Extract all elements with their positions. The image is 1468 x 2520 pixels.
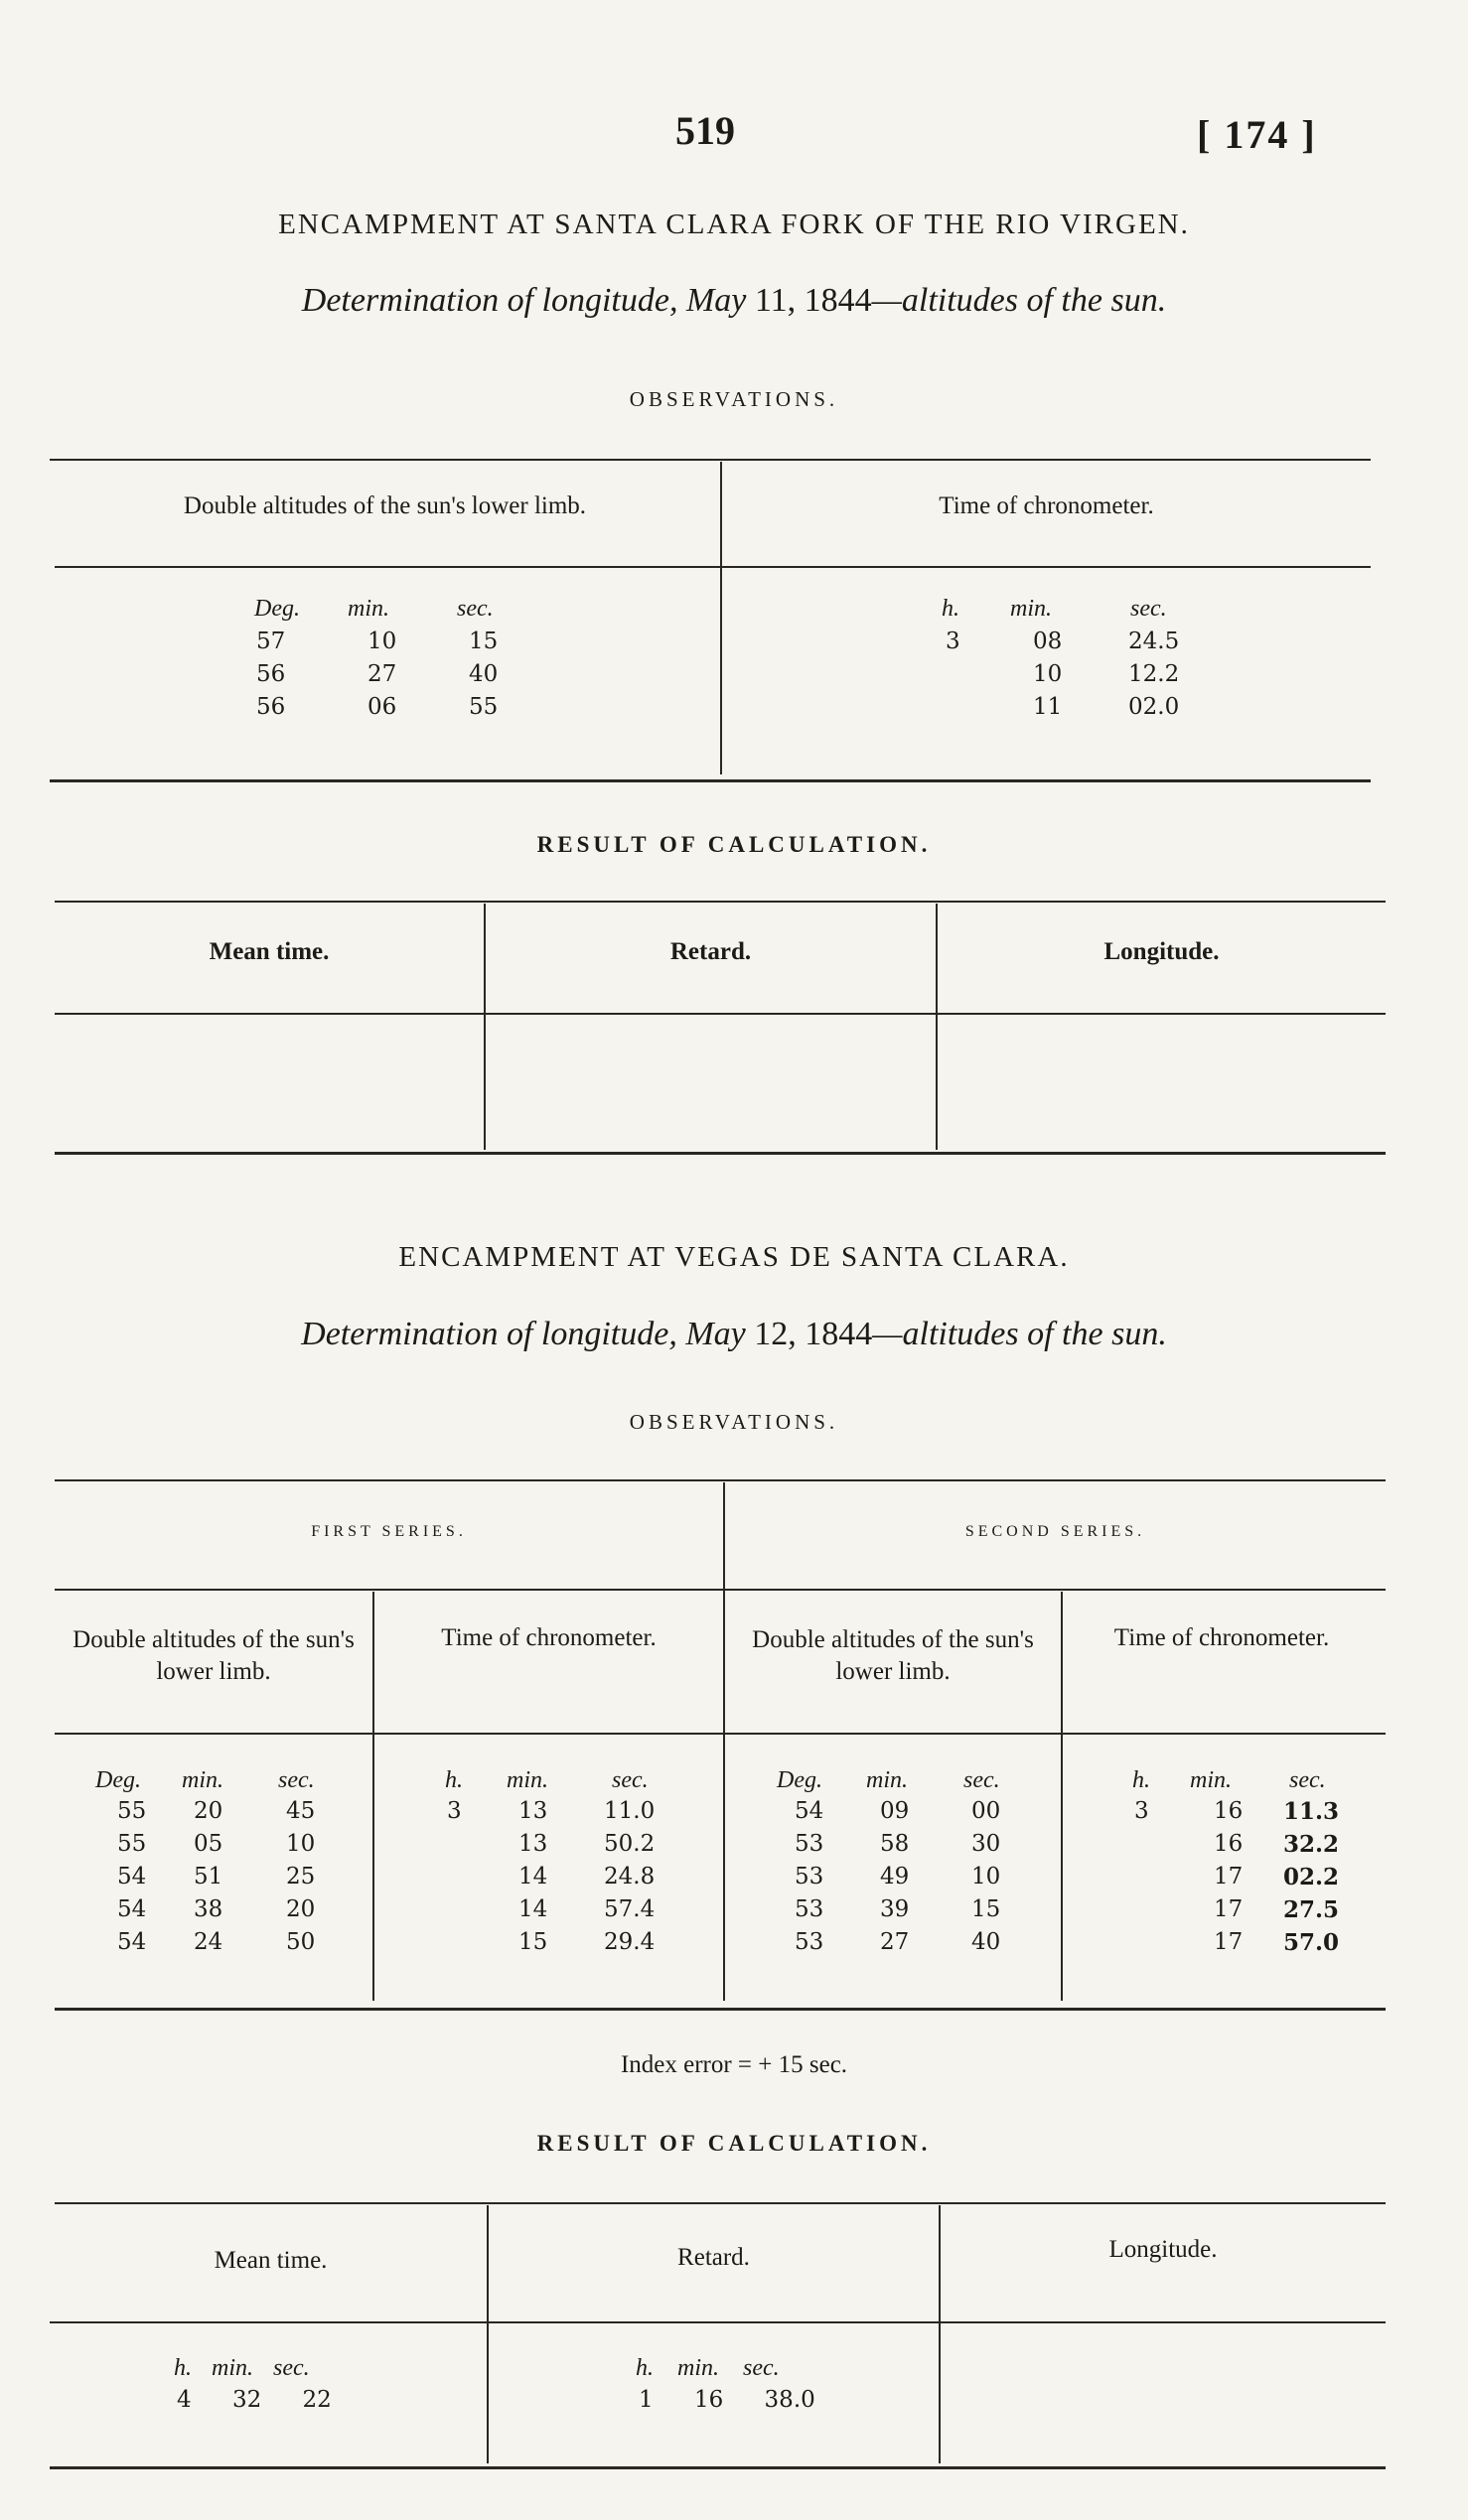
table-cell: 13 (518, 1831, 548, 1857)
table-cell: 10 (1033, 661, 1063, 687)
table-cell: 22 (302, 2387, 332, 2413)
table-cell: 02.2 (1283, 1864, 1340, 1890)
section1-subtitle-date: 11, 1844 (754, 282, 872, 319)
result2-mean-time-values (177, 2387, 332, 2413)
table-cell: 53 (795, 1864, 824, 1890)
table2-header-first-time: Time of chronometer. (441, 1624, 657, 1651)
table1-unit-h: h. (942, 596, 959, 622)
table-cell: 32 (231, 2387, 262, 2413)
table2-first-unit-deg: Deg. (95, 1767, 141, 1793)
table-cell: 53 (795, 1896, 824, 1922)
table-cell: 13 (518, 1798, 548, 1824)
table2-header-first-altitudes: Double altitudes of the sun's lower limb. (73, 1626, 355, 1685)
section2-subtitle (0, 1316, 1468, 1353)
table-cell: 58 (880, 1831, 910, 1857)
table-cell: 49 (880, 1864, 910, 1890)
table-cell: 55 (117, 1798, 147, 1824)
table-cell: 06 (367, 694, 397, 720)
table-cell: 11 (1033, 694, 1063, 720)
table1-header-altitudes: Double altitudes of the sun's lower limb. (183, 492, 587, 519)
table1-unit-min: min. (348, 596, 389, 622)
table2-first-unit-h: h. (445, 1767, 463, 1793)
unit-label: min. (677, 2355, 719, 2381)
table-cell: 10 (367, 629, 397, 654)
table1-bottom-rule (50, 779, 1371, 782)
table-cell: 50 (286, 1929, 316, 1955)
table-cell: 17 (1214, 1929, 1244, 1955)
result1-header-retard: Retard. (669, 938, 752, 965)
table-cell: 38 (194, 1896, 223, 1922)
table-cell: 3 (447, 1798, 462, 1824)
table2-series-rule (55, 1589, 1386, 1591)
table-cell: 54 (117, 1864, 147, 1890)
unit-label: sec. (743, 2355, 780, 2381)
table2-second-unit-h: h. (1132, 1767, 1150, 1793)
table-cell: 10 (971, 1864, 1001, 1890)
table-cell: 10 (286, 1831, 316, 1857)
section1-observations-label: OBSERVATIONS. (629, 387, 839, 411)
table-cell: 57.0 (1283, 1929, 1340, 1956)
result2-header-mean-time: Mean time. (214, 2247, 328, 2274)
result1-header-longitude: Longitude. (1103, 938, 1220, 965)
table-cell: 17 (1214, 1896, 1244, 1922)
section2-subtitle-date: 12, 1844 (754, 1316, 873, 1352)
table2-first-alt-sec-column (286, 1795, 315, 1959)
table1-top-rule (50, 459, 1371, 461)
table2-first-unit-time-sec: sec. (612, 1767, 649, 1793)
table2-second-alt-min-column (880, 1795, 909, 1959)
section2-subtitle-b: —altitudes of the sun. (872, 1316, 1167, 1352)
table2-first-time-sec-column (604, 1795, 655, 1959)
table-cell: 15 (518, 1929, 548, 1955)
table2-first-time-min-column (518, 1795, 547, 1959)
table-cell: 53 (795, 1929, 824, 1955)
table-cell: 55 (117, 1831, 147, 1857)
table2-top-rule (55, 1479, 1386, 1481)
unit-label: sec. (273, 2355, 310, 2381)
section2-result-label: RESULT OF CALCULATION. (536, 2131, 932, 2156)
table-cell: 02.0 (1128, 694, 1180, 720)
table1-alt-min-column (367, 626, 396, 724)
table2-second-time-h-column (1134, 1795, 1149, 1828)
table1-header-time: Time of chronometer. (939, 492, 1154, 519)
table2-second-series-label: SECOND SERIES. (964, 1523, 1146, 1540)
table-cell: 54 (795, 1798, 824, 1824)
unit-label: min. (212, 2355, 253, 2381)
table-cell: 40 (971, 1929, 1001, 1955)
table2-first-alt-deg-column (117, 1795, 146, 1959)
table2-second-alt-deg-column (795, 1795, 823, 1959)
table-cell: 16 (1214, 1798, 1244, 1824)
table-cell: 56 (256, 661, 286, 687)
section1-subtitle-b: —altitudes of the sun. (871, 282, 1167, 319)
table2-first-series-label: FIRST SERIES. (311, 1523, 467, 1540)
table1-time-min-column (1033, 626, 1062, 724)
table2-first-unit-min: min. (182, 1767, 223, 1793)
result2-top-rule (55, 2202, 1386, 2204)
result2-header-longitude: Longitude. (1108, 2236, 1218, 2263)
table2-second-unit-min: min. (866, 1767, 908, 1793)
table-cell: 11.0 (604, 1798, 656, 1824)
table-cell: 25 (286, 1864, 316, 1890)
table-cell: 16 (693, 2387, 724, 2413)
table2-first-unit-sec: sec. (278, 1767, 315, 1793)
table-cell: 50.2 (604, 1831, 656, 1857)
result1-bottom-rule (55, 1152, 1386, 1155)
table-cell: 40 (469, 661, 499, 687)
table-cell: 39 (880, 1896, 910, 1922)
result2-header-rule (50, 2321, 1386, 2323)
result1-header-rule (55, 1013, 1386, 1015)
table2-second-unit-sec: sec. (963, 1767, 1000, 1793)
table-cell: 09 (880, 1798, 910, 1824)
table-cell: 00 (971, 1798, 1001, 1824)
result1-top-rule (55, 901, 1386, 903)
table2-second-unit-deg: Deg. (777, 1767, 822, 1793)
unit-label: h. (636, 2355, 654, 2381)
result2-mean-time-units (174, 2355, 310, 2382)
table2-bottom-rule (55, 2008, 1386, 2011)
section2-observations-label: OBSERVATIONS. (629, 1410, 839, 1434)
table-cell: 14 (518, 1896, 548, 1922)
table-cell: 54 (117, 1896, 147, 1922)
table-cell: 17 (1214, 1864, 1244, 1890)
table2-header-second-time: Time of chronometer. (1113, 1624, 1330, 1651)
table-cell: 15 (971, 1896, 1001, 1922)
section1-subtitle-a: Determination of longitude, May (301, 282, 747, 319)
table-cell: 15 (469, 629, 499, 654)
result2-retard-units (636, 2355, 780, 2382)
table-cell: 12.2 (1128, 661, 1180, 687)
table-cell: 38.0 (764, 2387, 815, 2413)
table2-header-second-altitudes: Double altitudes of the sun's lower limb. (752, 1626, 1034, 1685)
table-cell: 57.4 (604, 1896, 656, 1922)
table1-unit-deg: Deg. (254, 596, 300, 622)
table-cell: 16 (1214, 1831, 1244, 1857)
table1-time-sec-column (1128, 626, 1179, 724)
table2-second-time-min-column (1214, 1795, 1243, 1959)
document-reference: [ 174 ] (1197, 112, 1317, 157)
table2-series-divider (723, 1482, 725, 2001)
section1-title: ENCAMPMENT AT SANTA CLARA FORK OF THE RIO VIRGEN. (278, 209, 1190, 240)
table-cell: 3 (1134, 1798, 1149, 1824)
table2-header-rule (55, 1733, 1386, 1735)
table-cell: 27 (367, 661, 397, 687)
result2-bottom-rule (50, 2466, 1386, 2469)
table-cell: 1 (639, 2387, 654, 2413)
section1-subtitle (0, 282, 1468, 320)
table2-divider-second (1061, 1592, 1063, 2001)
table2-second-time-sec-column (1283, 1795, 1339, 1959)
table-cell: 24.8 (604, 1864, 656, 1890)
table-cell: 54 (117, 1929, 147, 1955)
table-cell: 29.4 (604, 1929, 656, 1955)
result2-retard-values (639, 2387, 815, 2413)
table-cell: 32.2 (1283, 1831, 1340, 1858)
table2-first-unit-time-min: min. (507, 1767, 548, 1793)
table1-unit-time-min: min. (1010, 596, 1052, 622)
table-cell: 20 (194, 1798, 223, 1824)
table2-first-time-h-column (447, 1795, 462, 1828)
table-cell: 56 (256, 694, 286, 720)
table-cell: 27 (880, 1929, 910, 1955)
table-cell: 24 (194, 1929, 223, 1955)
section1-result-label: RESULT OF CALCULATION. (536, 832, 932, 857)
table2-first-alt-min-column (194, 1795, 222, 1959)
table1-time-h-column (946, 626, 960, 658)
table-cell: 55 (469, 694, 499, 720)
table-cell: 51 (194, 1864, 223, 1890)
section2-title: ENCAMPMENT AT VEGAS DE SANTA CLARA. (398, 1241, 1070, 1273)
table2-divider-first (372, 1592, 374, 2001)
table1-alt-sec-column (469, 626, 498, 724)
table-cell: 14 (518, 1864, 548, 1890)
result1-header-mean-time: Mean time. (209, 938, 330, 965)
table2-second-unit-time-sec: sec. (1289, 1767, 1326, 1793)
table-cell: 4 (177, 2387, 192, 2413)
table-cell: 20 (286, 1896, 316, 1922)
table-cell: 57 (256, 629, 286, 654)
unit-label: h. (174, 2355, 192, 2381)
table-cell: 53 (795, 1831, 824, 1857)
page-number: 519 (675, 108, 735, 153)
table-cell: 30 (971, 1831, 1001, 1857)
table-cell: 05 (194, 1831, 223, 1857)
table1-header-rule (55, 566, 1371, 568)
table1-unit-sec: sec. (457, 596, 494, 622)
table-cell: 11.3 (1283, 1798, 1340, 1825)
section2-subtitle-a: Determination of longitude, May (301, 1316, 746, 1352)
table-cell: 08 (1033, 629, 1063, 654)
result2-header-retard: Retard. (677, 2244, 750, 2271)
table1-unit-time-sec: sec. (1130, 596, 1167, 622)
table-cell: 24.5 (1128, 629, 1180, 654)
table-cell: 3 (946, 629, 960, 654)
table2-second-unit-time-min: min. (1190, 1767, 1232, 1793)
table1-alt-deg-column (256, 626, 285, 724)
table-cell: 45 (286, 1798, 316, 1824)
index-error-note: Index error = + 15 sec. (620, 2051, 848, 2078)
table2-second-alt-sec-column (971, 1795, 1000, 1959)
table-cell: 27.5 (1283, 1896, 1340, 1923)
